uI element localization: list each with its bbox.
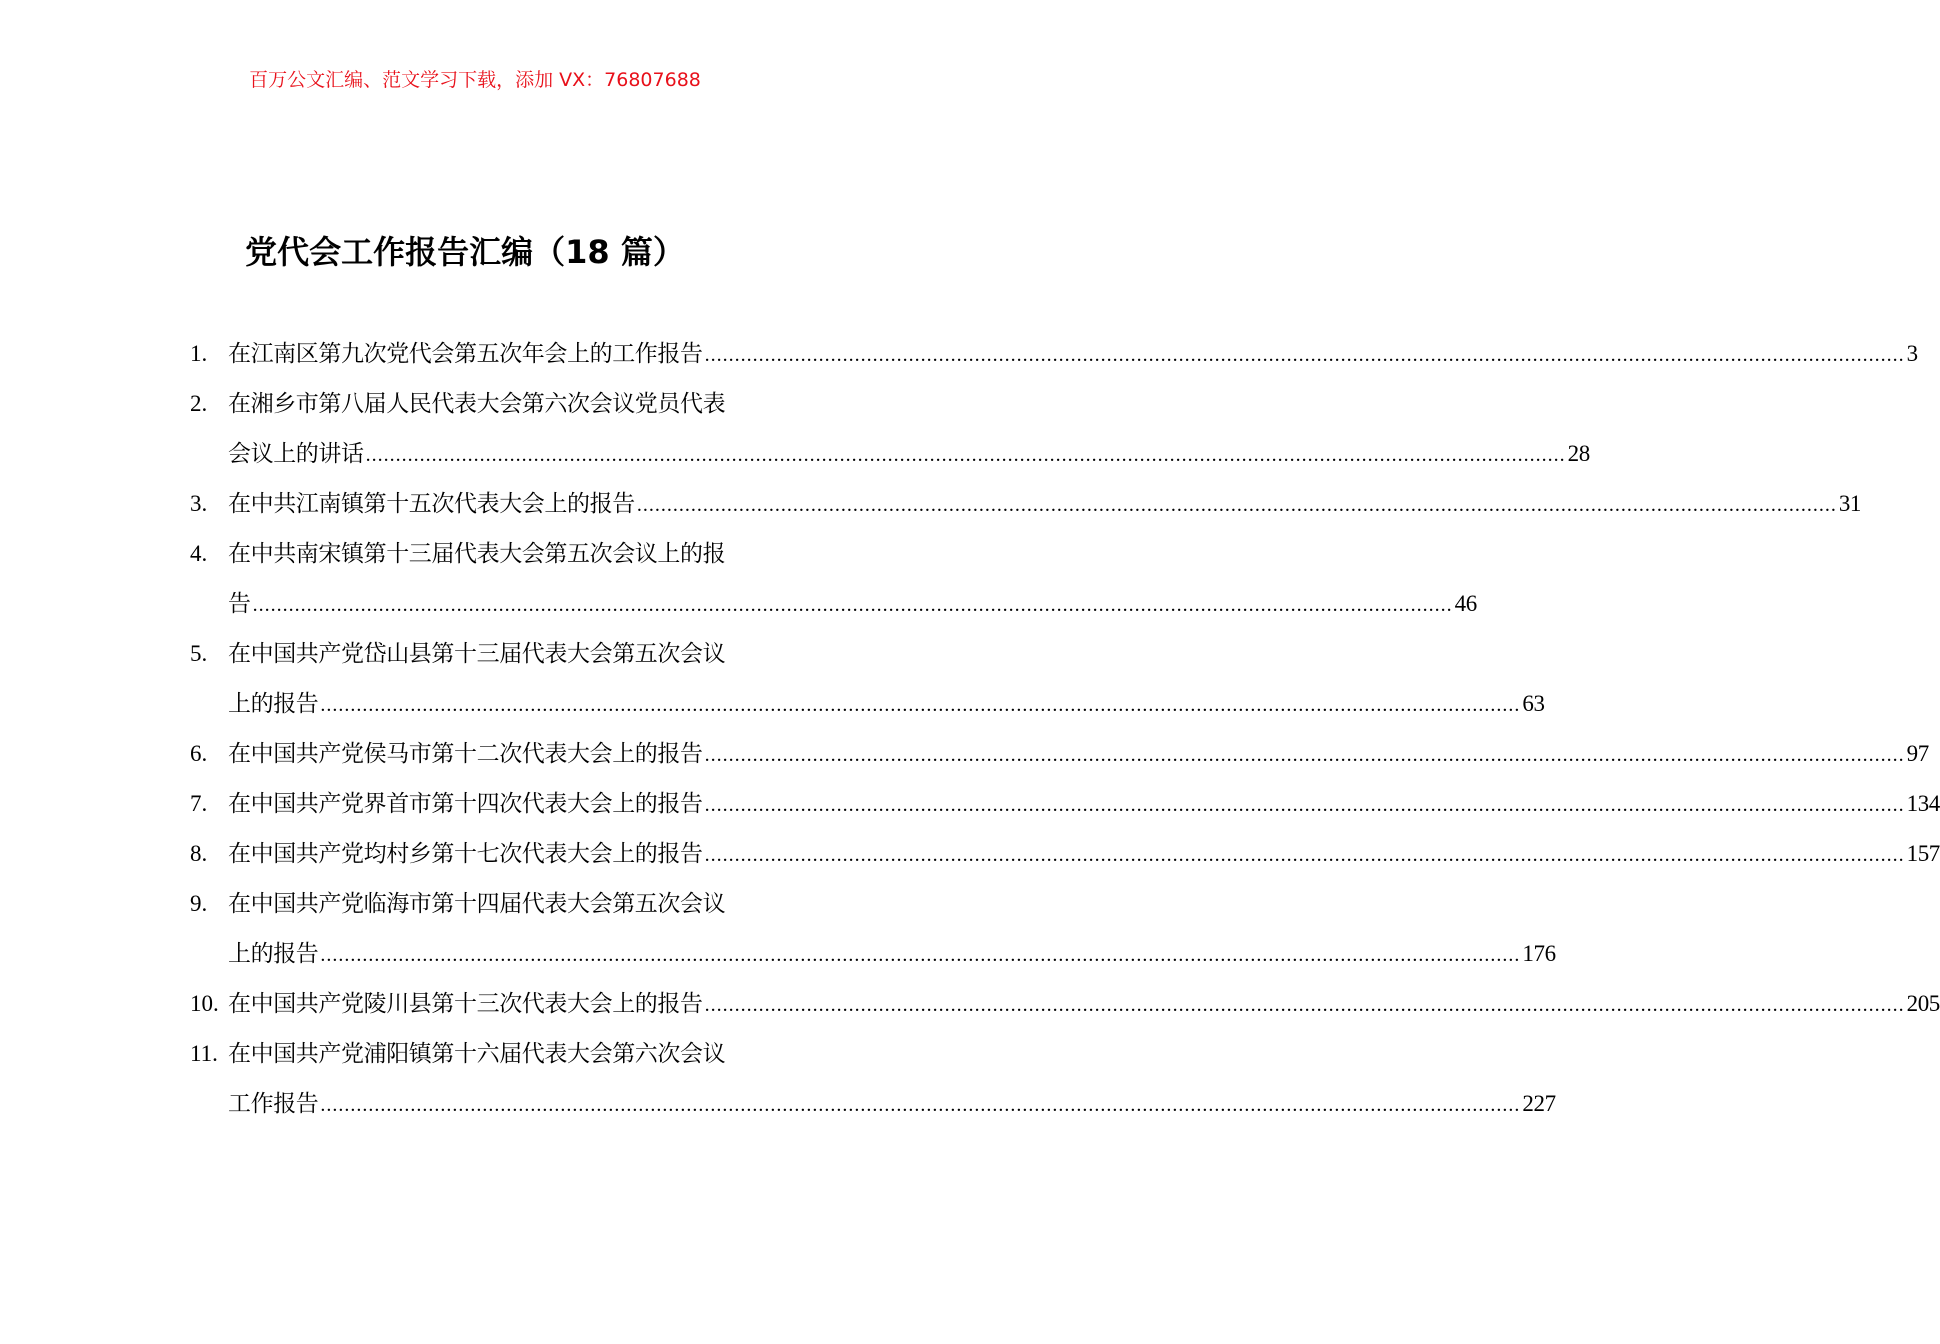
toc-entry-line	[190, 679, 1545, 729]
toc-entry-line	[190, 629, 807, 679]
toc-entry-title-with-page	[228, 829, 1940, 880]
toc-entry-number: 7.	[190, 791, 208, 816]
toc-page-number: 227	[1522, 1091, 1556, 1116]
toc-entry-line	[190, 1079, 1556, 1129]
toc-page-number: 134	[1906, 791, 1940, 816]
toc-entry-number: 6.	[190, 741, 208, 766]
toc-page-number: 46	[1454, 591, 1477, 616]
toc-dot-leader: ........................................................................................................................................................................................................	[704, 744, 1905, 766]
toc-entry[interactable]	[190, 1029, 1556, 1129]
toc-entry-title-with-page	[228, 979, 1940, 1030]
toc-entry-number: 4.	[190, 541, 208, 566]
toc-entry-line	[190, 829, 1940, 879]
toc-page-number: 157	[1906, 841, 1940, 866]
toc-entry-title: 在中国共产党陵川县第十三次代表大会上的报告	[228, 991, 703, 1017]
toc-entry[interactable]	[190, 379, 1590, 479]
toc-page-number: 176	[1522, 941, 1556, 966]
toc-entry-title: 会议上的讲话	[228, 441, 364, 467]
toc-entry-title: 在中国共产党均村乡第十七次代表大会上的报告	[228, 841, 703, 867]
toc-entry-title: 在中共南宋镇第十三届代表大会第五次会议上的报	[228, 541, 726, 567]
toc-entry-title-with-page	[228, 929, 1556, 980]
toc-dot-leader: ........................................................................................................................................................................................................	[320, 694, 1521, 716]
toc-entry[interactable]	[190, 829, 1940, 879]
toc-entry-line	[190, 929, 1556, 979]
toc-entry-title: 在中国共产党侯马市第十二次代表大会上的报告	[228, 741, 703, 767]
toc-page-number: 28	[1567, 441, 1590, 466]
toc-entry-number: 3.	[190, 491, 208, 516]
header-watermark-text: 百万公文汇编、范文学习下载，添加 VX：76807688	[249, 69, 701, 91]
toc-entry-line	[190, 729, 1929, 779]
toc-entry[interactable]	[190, 979, 1940, 1029]
toc-entry-line	[190, 579, 1477, 629]
toc-entry-title: 上的报告	[228, 941, 319, 967]
toc-entry-title: 告	[228, 591, 251, 617]
toc-entry[interactable]	[190, 479, 1862, 529]
toc-entry-line	[190, 1029, 807, 1079]
toc-entry[interactable]	[190, 729, 1929, 779]
toc-page-number: 97	[1906, 741, 1929, 766]
toc-dot-leader: ........................................................................................................................................................................................................	[704, 344, 1905, 366]
toc-page-number: 63	[1522, 691, 1545, 716]
toc-entry-title-with-page	[228, 429, 1590, 480]
toc-entry-line	[190, 479, 1862, 529]
toc-dot-leader: ........................................................................................................................................................................................................	[252, 594, 1453, 616]
toc-entry[interactable]	[190, 329, 1918, 379]
toc-entry-number: 2.	[190, 391, 208, 416]
toc-entry-line	[190, 429, 1590, 479]
toc-entry-line	[190, 879, 807, 929]
toc-entry-number: 9.	[190, 891, 208, 916]
toc-entry[interactable]	[190, 879, 1556, 979]
toc-entry-title: 在中国共产党界首市第十四次代表大会上的报告	[228, 791, 703, 817]
toc-dot-leader: ........................................................................................................................................................................................................	[320, 1094, 1521, 1116]
toc-entry[interactable]	[190, 629, 1545, 729]
toc-entry-number: 8.	[190, 841, 208, 866]
toc-page-number: 205	[1906, 991, 1940, 1016]
toc-dot-leader: ........................................................................................................................................................................................................	[636, 494, 1837, 516]
toc-page-number: 31	[1838, 491, 1862, 516]
toc-dot-leader: ........................................................................................................................................................................................................	[704, 994, 1905, 1016]
toc-entry-title-with-page	[228, 329, 1918, 380]
table-of-contents	[190, 329, 1940, 1129]
toc-entry-number: 10.	[190, 991, 219, 1016]
toc-entry-title-with-page	[228, 479, 1862, 530]
toc-dot-leader: ........................................................................................................................................................................................................	[365, 444, 1566, 466]
toc-entry-title: 在中国共产党浦阳镇第十六届代表大会第六次会议	[228, 1041, 726, 1067]
toc-entry-title: 在中共江南镇第十五次代表大会上的报告	[228, 491, 635, 517]
toc-entry-line	[190, 779, 1940, 829]
toc-entry-title: 在中国共产党岱山县第十三届代表大会第五次会议	[228, 641, 726, 667]
toc-entry-line	[190, 979, 1940, 1029]
toc-entry-number: 5.	[190, 641, 208, 666]
toc-entry-number: 1.	[190, 341, 208, 366]
toc-entry-title: 上的报告	[228, 691, 319, 717]
toc-entry-line	[190, 379, 807, 429]
toc-entry-line	[190, 329, 1918, 379]
toc-entry-title-with-page	[228, 779, 1940, 830]
toc-entry-title-with-page	[228, 729, 1929, 780]
toc-entry-title-with-page	[228, 1079, 1556, 1130]
toc-entry[interactable]	[190, 529, 1477, 629]
toc-entry-line	[190, 529, 807, 579]
toc-dot-leader: ........................................................................................................................................................................................................	[320, 944, 1521, 966]
toc-entry-number: 11.	[190, 1041, 218, 1066]
toc-dot-leader: ........................................................................................................................................................................................................	[704, 844, 1905, 866]
document-title: 党代会工作报告汇编（18 篇）	[245, 233, 685, 271]
toc-entry-title-with-page	[228, 579, 1477, 630]
toc-entry-title: 在中国共产党临海市第十四届代表大会第五次会议	[228, 891, 726, 917]
toc-page-number: 3	[1906, 341, 1918, 366]
toc-entry-title: 在湘乡市第八届人民代表大会第六次会议党员代表	[228, 391, 726, 417]
toc-dot-leader: ........................................................................................................................................................................................................	[704, 794, 1905, 816]
toc-entry-title: 工作报告	[228, 1091, 319, 1117]
toc-entry[interactable]	[190, 779, 1940, 829]
toc-entry-title-with-page	[228, 679, 1545, 730]
toc-entry-title: 在江南区第九次党代会第五次年会上的工作报告	[228, 341, 703, 367]
